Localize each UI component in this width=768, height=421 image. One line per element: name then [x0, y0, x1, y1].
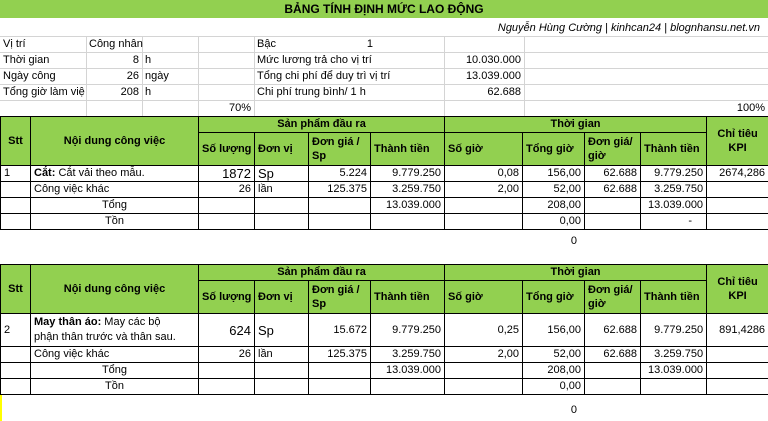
cell-ton-label[interactable]: Tồn: [31, 214, 199, 230]
header-stt[interactable]: Stt: [1, 117, 31, 166]
header-dongiagio[interactable]: Đơn giá/ giờ: [585, 281, 641, 314]
table-row-remain: [1, 214, 768, 230]
cell-soluong[interactable]: 26: [199, 182, 255, 198]
cell-thanhtien2[interactable]: 9.779.250: [641, 166, 707, 182]
cell-donvi[interactable]: lần: [255, 347, 309, 363]
label-ngaycong[interactable]: Ngày công: [3, 70, 56, 82]
extra-zero-1[interactable]: 0: [570, 235, 577, 247]
header-thanhtien2[interactable]: Thành tiền: [641, 133, 707, 166]
header-kpi[interactable]: Chỉ tiêu KPI: [707, 117, 768, 166]
header-sanpham[interactable]: Sản phẩm đầu ra: [199, 265, 445, 281]
cell-donvi[interactable]: Sp: [255, 166, 309, 182]
table-row: [1, 166, 768, 182]
cell-thanhtien[interactable]: 9.779.250: [371, 314, 445, 347]
header-thanhtien[interactable]: Thành tiền: [371, 281, 445, 314]
value-tonggio[interactable]: 208: [120, 86, 139, 98]
header-soluong[interactable]: Số lượng: [199, 133, 255, 166]
label-luong[interactable]: Mức lương trả cho vị trí: [257, 54, 372, 66]
cell-soluong[interactable]: 26: [199, 347, 255, 363]
cell-sogio[interactable]: 2,00: [445, 182, 523, 198]
cell-kpi[interactable]: 2674,286: [707, 166, 768, 182]
cell-tong-tonggio[interactable]: 208,00: [523, 363, 585, 379]
value-vitri[interactable]: Công nhân: [89, 38, 143, 50]
unit-ngaycong[interactable]: ngày: [145, 70, 169, 82]
cell-thanhtien2[interactable]: 3.259.750: [641, 182, 707, 198]
cell-task[interactable]: Cắt: Cắt vải theo mẫu.: [31, 166, 199, 182]
cell-dongiagio[interactable]: 62.688: [585, 182, 641, 198]
cell-ton-tonggio[interactable]: 0,00: [523, 214, 585, 230]
cell-thanhtien2[interactable]: 3.259.750: [641, 347, 707, 363]
table-row-total: [1, 363, 768, 379]
value-trungbinh[interactable]: 62.688: [487, 86, 521, 98]
cell-sogio[interactable]: 0,25: [445, 314, 523, 347]
label-chiphi[interactable]: Tổng chi phí để duy trì vị trí: [257, 70, 391, 82]
header-dongia[interactable]: Đơn giá / Sp: [309, 281, 371, 314]
table-row-remain: [1, 379, 768, 395]
header-tonggio[interactable]: Tổng giờ: [523, 281, 585, 314]
header-dongia[interactable]: Đơn giá / Sp: [309, 133, 371, 166]
cell-tong-label[interactable]: Tổng: [31, 363, 199, 379]
header-noidung[interactable]: Nội dung công việc: [31, 117, 199, 166]
unit-thoigian[interactable]: h: [145, 54, 152, 66]
table-row: [1, 347, 768, 363]
header-tonggio[interactable]: Tổng giờ: [523, 133, 585, 166]
cell-stt[interactable]: 2: [1, 314, 31, 347]
cell-dongia[interactable]: 125.375: [309, 182, 371, 198]
cell-task[interactable]: Công việc khác: [31, 182, 199, 198]
header-stt[interactable]: Stt: [1, 265, 31, 314]
cell-tong-thanhtien[interactable]: 13.039.000: [371, 363, 445, 379]
cell-dongiagio[interactable]: 62.688: [585, 347, 641, 363]
unit-tonggio[interactable]: h: [145, 86, 152, 98]
header-dongiagio[interactable]: Đơn giá/ giờ: [585, 133, 641, 166]
cell-dongia[interactable]: 15.672: [309, 314, 371, 347]
label-thoigian[interactable]: Thời gian: [3, 54, 50, 66]
value-luong[interactable]: 10.030.000: [465, 54, 521, 66]
extra-zero-2[interactable]: 0: [570, 404, 577, 416]
value-ngaycong[interactable]: 26: [126, 70, 139, 82]
percent-100[interactable]: 100%: [736, 102, 765, 114]
header-noidung[interactable]: Nội dung công việc: [31, 265, 199, 314]
cell-tong-thanhtien[interactable]: 13.039.000: [371, 198, 445, 214]
cell-sogio[interactable]: 0,08: [445, 166, 523, 182]
header-kpi[interactable]: Chỉ tiêu KPI: [707, 265, 768, 314]
percent-70[interactable]: 70%: [228, 102, 251, 114]
label-tonggio[interactable]: Tổng giờ làm việ: [3, 86, 85, 98]
cell-dongia[interactable]: 125.375: [309, 347, 371, 363]
header-donvi[interactable]: Đơn vị: [255, 281, 309, 314]
cell-dongia[interactable]: 5.224: [309, 166, 371, 182]
cell-tonggio[interactable]: 156,00: [523, 314, 585, 347]
cell-donvi[interactable]: lần: [255, 182, 309, 198]
label-vitri[interactable]: Vị trí: [3, 38, 26, 50]
cell-thanhtien[interactable]: 9.779.250: [371, 166, 445, 182]
header-soluong[interactable]: Số lượng: [199, 281, 255, 314]
cell-thanhtien2[interactable]: 9.779.250: [641, 314, 707, 347]
cell-soluong[interactable]: 624: [199, 314, 255, 347]
cell-task[interactable]: May thân áo: May các bộ phận thân trước và thân sau.: [31, 314, 199, 347]
header-thanhtien[interactable]: Thành tiền: [371, 133, 445, 166]
cell-ton-tonggio[interactable]: 0,00: [523, 379, 585, 395]
cell-donvi[interactable]: Sp: [255, 314, 309, 347]
cell-tong-thanhtien2[interactable]: 13.039.000: [641, 198, 707, 214]
value-chiphi[interactable]: 13.039.000: [465, 70, 521, 82]
cell-dongiagio[interactable]: 62.688: [585, 166, 641, 182]
row-highlight: [0, 395, 2, 421]
cell-kpi[interactable]: 891,4286: [707, 314, 768, 347]
cell-tonggio[interactable]: 52,00: [523, 347, 585, 363]
cell-sogio[interactable]: 2,00: [445, 347, 523, 363]
cell-stt[interactable]: 1: [1, 166, 31, 182]
cell-ton-dash[interactable]: -: [641, 214, 707, 230]
table-row: [1, 314, 768, 347]
cell-tong-label[interactable]: Tổng: [31, 198, 199, 214]
header-sogio[interactable]: Số giờ: [445, 281, 523, 314]
cell-tonggio[interactable]: 52,00: [523, 182, 585, 198]
cell-soluong[interactable]: 1872: [199, 166, 255, 182]
table-row-total: [1, 198, 768, 214]
cell-dongiagio[interactable]: 62.688: [585, 314, 641, 347]
label-trungbinh[interactable]: Chi phí trung bình/ 1 h: [257, 86, 366, 98]
cell-tonggio[interactable]: 156,00: [523, 166, 585, 182]
cell-thanhtien[interactable]: 3.259.750: [371, 182, 445, 198]
sheet-title[interactable]: BẢNG TÍNH ĐỊNH MỨC LAO ĐỘNG: [0, 0, 768, 18]
header-sogio[interactable]: Số giờ: [445, 133, 523, 166]
cell-tong-thanhtien2[interactable]: 13.039.000: [641, 363, 707, 379]
labor-table-2: [0, 264, 768, 395]
cell-task[interactable]: Công việc khác: [31, 347, 199, 363]
value-bac[interactable]: 1: [366, 38, 373, 50]
value-thoigian[interactable]: 8: [132, 54, 139, 66]
header-thoigian[interactable]: Thời gian: [445, 265, 707, 281]
header-sanpham[interactable]: Sản phẩm đầu ra: [199, 117, 445, 133]
cell-tong-tonggio[interactable]: 208,00: [523, 198, 585, 214]
header-donvi[interactable]: Đơn vị: [255, 133, 309, 166]
labor-table-1: [0, 116, 768, 230]
header-thanhtien2[interactable]: Thành tiền: [641, 281, 707, 314]
cell-thanhtien[interactable]: 3.259.750: [371, 347, 445, 363]
cell-ton-label[interactable]: Tồn: [31, 379, 199, 395]
label-bac[interactable]: Bậc: [257, 38, 276, 50]
author-credit[interactable]: Nguyễn Hùng Cường | kinhcan24 | blognhansu.net.vn: [497, 22, 760, 34]
table-row: [1, 182, 768, 198]
header-thoigian[interactable]: Thời gian: [445, 117, 707, 133]
